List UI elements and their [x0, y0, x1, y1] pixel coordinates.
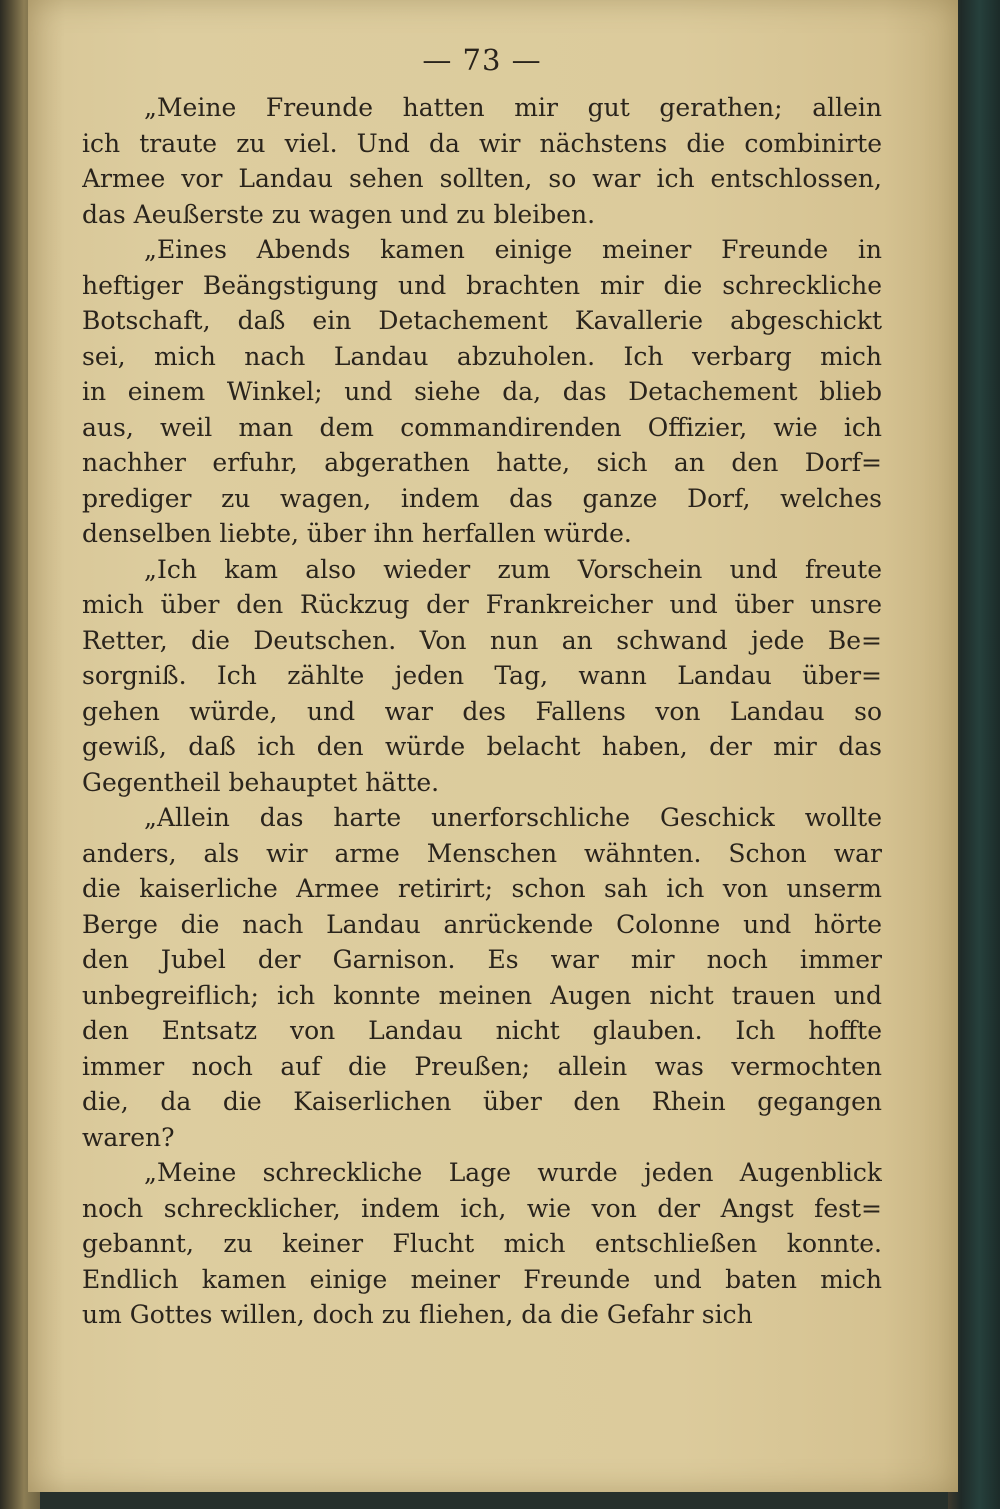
book-page [28, 0, 958, 1492]
text-line: in einem Winkel; und siehe da, das Detachement blieb [82, 377, 882, 406]
text-line: „Eines Abends kamen einige meiner Freunde in [144, 235, 882, 264]
text-line: unbegreiflich; ich konnte meinen Augen nicht trauen und [82, 980, 882, 1010]
text-line: gewiß, daß ich den würde belacht haben, der mir das [82, 732, 882, 761]
text-line: gebannt, zu keiner Flucht mich entschließen konnte. [82, 1229, 882, 1258]
text-line: „Meine schreckliche Lage wurde jeden Augenblick [144, 1158, 882, 1187]
page-number: — 73 — [422, 43, 542, 77]
page-text-block [82, 38, 882, 1333]
text-line: Endlich kamen einige meiner Freunde und baten mich [82, 1264, 882, 1294]
text-line: um Gottes willen, doch zu fliehen, da die Gefahr sich [82, 1300, 753, 1329]
text-line: heftiger Beängstigung und brachten mir die schreckliche [82, 270, 882, 300]
text-line: den Jubel der Garnison. Es war mir noch immer [82, 945, 882, 974]
text-line: die, da die Kaiserlichen über den Rhein gegangen [82, 1087, 882, 1116]
text-line: „Allein das harte unerforschliche Geschick wollte [144, 803, 882, 832]
text-line: Gegentheil behauptet hätte. [82, 767, 440, 797]
text-line: sei, mich nach Landau abzuholen. Ich verbarg mich [82, 341, 882, 371]
text-line: mich über den Rückzug der Frankreicher und über unsre [82, 590, 882, 619]
paragraph [82, 1155, 882, 1333]
text-line: anders, als wir arme Menschen wähnten. Schon war [82, 838, 882, 868]
text-line: gehen würde, und war des Fallens von Landau so [82, 696, 882, 726]
paragraph [82, 800, 882, 1155]
text-line: Armee vor Landau sehen sollten, so war ich entschlossen, [82, 164, 882, 193]
text-line: sorgniß. Ich zählte jeden Tag, wann Landau über= [82, 661, 882, 690]
paragraph [82, 552, 882, 801]
paragraph [82, 90, 882, 232]
text-line: aus, weil man dem commandirenden Offizier, wie ich [82, 412, 882, 442]
text-line: Retter, die Deutschen. Von nun an schwand jede Be= [82, 625, 882, 655]
text-line: prediger zu wagen, indem das ganze Dorf, welches [82, 483, 882, 513]
text-line: noch schrecklicher, indem ich, wie von der Angst fest= [82, 1193, 882, 1223]
text-line: denselben liebte, über ihn herfallen würde. [82, 519, 632, 548]
text-line: immer noch auf die Preußen; allein was vermochten [82, 1051, 882, 1081]
text-line: Berge die nach Landau anrückende Colonne und hörte [82, 909, 882, 939]
text-line: „Ich kam also wieder zum Vorschein und freute [144, 554, 882, 584]
text-line: das Aeußerste zu wagen und zu bleiben. [82, 199, 596, 229]
paragraph [82, 232, 882, 552]
text-line: „Meine Freunde hatten mir gut gerathen; allein [144, 93, 882, 122]
text-line: die kaiserliche Armee retirirt; schon sah ich von unserm [82, 874, 882, 903]
paragraphs-container [82, 90, 882, 1333]
text-line: Botschaft, daß ein Detachement Kavallerie abgeschickt [82, 306, 882, 335]
text-line: ich traute zu viel. Und da wir nächstens die combinirte [82, 128, 882, 158]
text-line: den Entsatz von Landau nicht glauben. Ich hoffte [82, 1016, 882, 1045]
text-line: nachher erfuhr, abgerathen hatte, sich an den Dorf= [82, 448, 882, 477]
text-line: waren? [82, 1122, 175, 1152]
